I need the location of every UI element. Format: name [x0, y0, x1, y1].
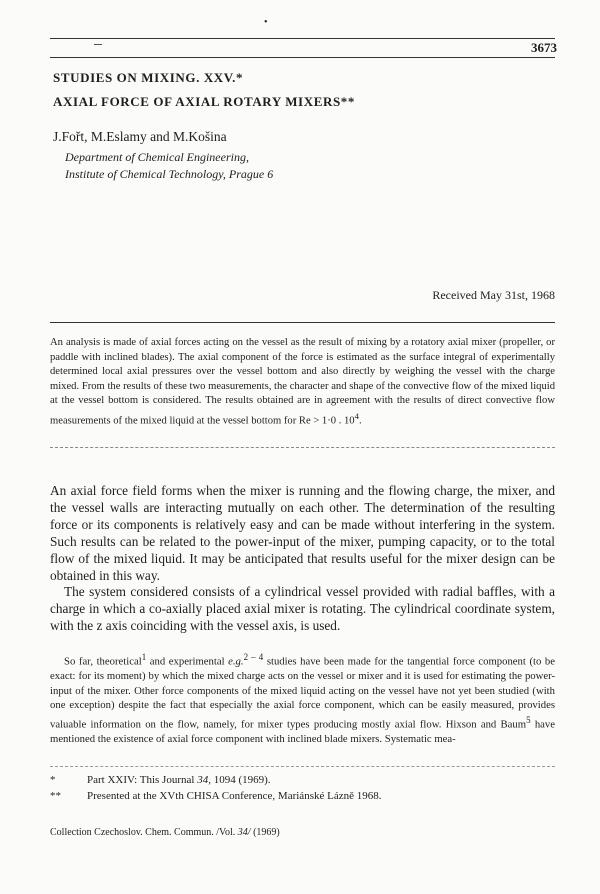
para3-part-3: studies have been made for the tangential force component (to be exact: for its moment) by which the mixed charge acts on the vessel or mixer and it is used for estimating the power-input of the mixer. Other force components of the mixed liquid acting on the vessel have not yet been studied (with one exception) despite the fact that especially the axial force component, which can be easily measured, provides valuable information on the flow, namely, for mixer types producing mostly axial flow. Hixson and Baum: [50, 655, 555, 731]
paper-title-line-2: AXIAL FORCE OF AXIAL ROTARY MIXERS**: [53, 94, 355, 109]
footnote-1-mark: *: [50, 774, 56, 786]
footnote-1: [50, 773, 271, 787]
footnote-1-volume: 34,: [197, 774, 211, 786]
abstract-text: An analysis is made of axial forces acting on the vessel as the result of mixing by a rotatory axial mixer (propeller, or paddle with inclined blades). The axial component of the force is estimated as the surface integral of experimentally determined local axial pressures over the vessel bottom and also directly by weighing the vessel with the charge mixed. From the results of these two measurements, the character and shape of the convective flow of the mixed liquid at the vessel bottom is considered. The results obtained are in agreement with the results of direct convective flow measurements of the mixed liquid at the vessel bottom for Re > 1·0 . 10: [50, 337, 555, 427]
citation-5: 5: [526, 714, 531, 725]
citation-2-4: 2 – 4: [243, 652, 264, 662]
footnote-2-mark: **: [50, 790, 61, 802]
abstract-end: .: [359, 415, 362, 427]
author-list: J.Fořt, M.Eslamy and M.Košina: [53, 129, 227, 144]
footer-text-b: (1969): [250, 827, 280, 838]
paper-title-line-1: STUDIES ON MIXING. XXV.*: [53, 70, 244, 85]
footnote-1-text-b: 1094 (1969).: [210, 774, 271, 786]
abstract-exponent: 4: [354, 410, 360, 421]
footnote-1-text-a: Part XXIV: This Journal: [87, 774, 198, 786]
body-paragraph-3: [50, 650, 555, 747]
footer-text-a: Collection Czechoslov. Chem. Commun. /Vol.: [50, 827, 238, 838]
body-paragraph-2: The system considered consists of a cylindrical vessel provided with radial baffles, with a charge in which a co-axially placed axial mixer is rotating. The cylindrical coordinate system, with the z axis coinciding with the vessel axis, is used.: [50, 584, 555, 633]
footnote-rule: [50, 766, 555, 768]
header-rule-top: [50, 38, 555, 39]
para3-part-4: have mentioned the existence of axial force component with inclined blade mixers. Systematic mea-: [50, 718, 555, 746]
affiliation-institute: Institute of Chemical Technology, Prague 6: [65, 167, 274, 181]
page-mark-dot: •: [264, 17, 268, 28]
footnote-2: [50, 789, 381, 803]
journal-footer: [50, 826, 280, 839]
para3-part-2: and experimental: [146, 655, 229, 668]
abstract-rule-bottom: [50, 447, 555, 449]
para3-part-1: So far, theoretical: [64, 655, 142, 668]
body-paragraph-1: An axial force field forms when the mixer is running and the flowing charge, the mixer, and the vessel walls are interacting mutually on each other. The determination of the resulting force or its components is relatively easy and can be made without interfering in the system. Such results can be related to the power-input of the mixer, pumping capacity, or to the total flow of the mixed liquid. It may be anticipated that results useful for the mixer design can be obtained in this way.: [50, 483, 555, 583]
footnote-2-text: Presented at the XVth CHISA Conference, Mariánské Lázně 1968.: [87, 790, 382, 802]
para3-eg: e.g.: [228, 655, 244, 668]
footer-volume: 34/: [237, 827, 251, 838]
received-date: Received May 31st, 1968: [432, 288, 555, 302]
abstract: [50, 336, 555, 429]
page-number: 3673: [531, 40, 557, 55]
affiliation-department: Department of Chemical Engineering,: [65, 150, 249, 164]
header-dash: [94, 44, 102, 45]
header-rule-bottom: [50, 57, 555, 58]
abstract-rule-top: [50, 322, 555, 323]
citation-1: 1: [141, 652, 147, 662]
